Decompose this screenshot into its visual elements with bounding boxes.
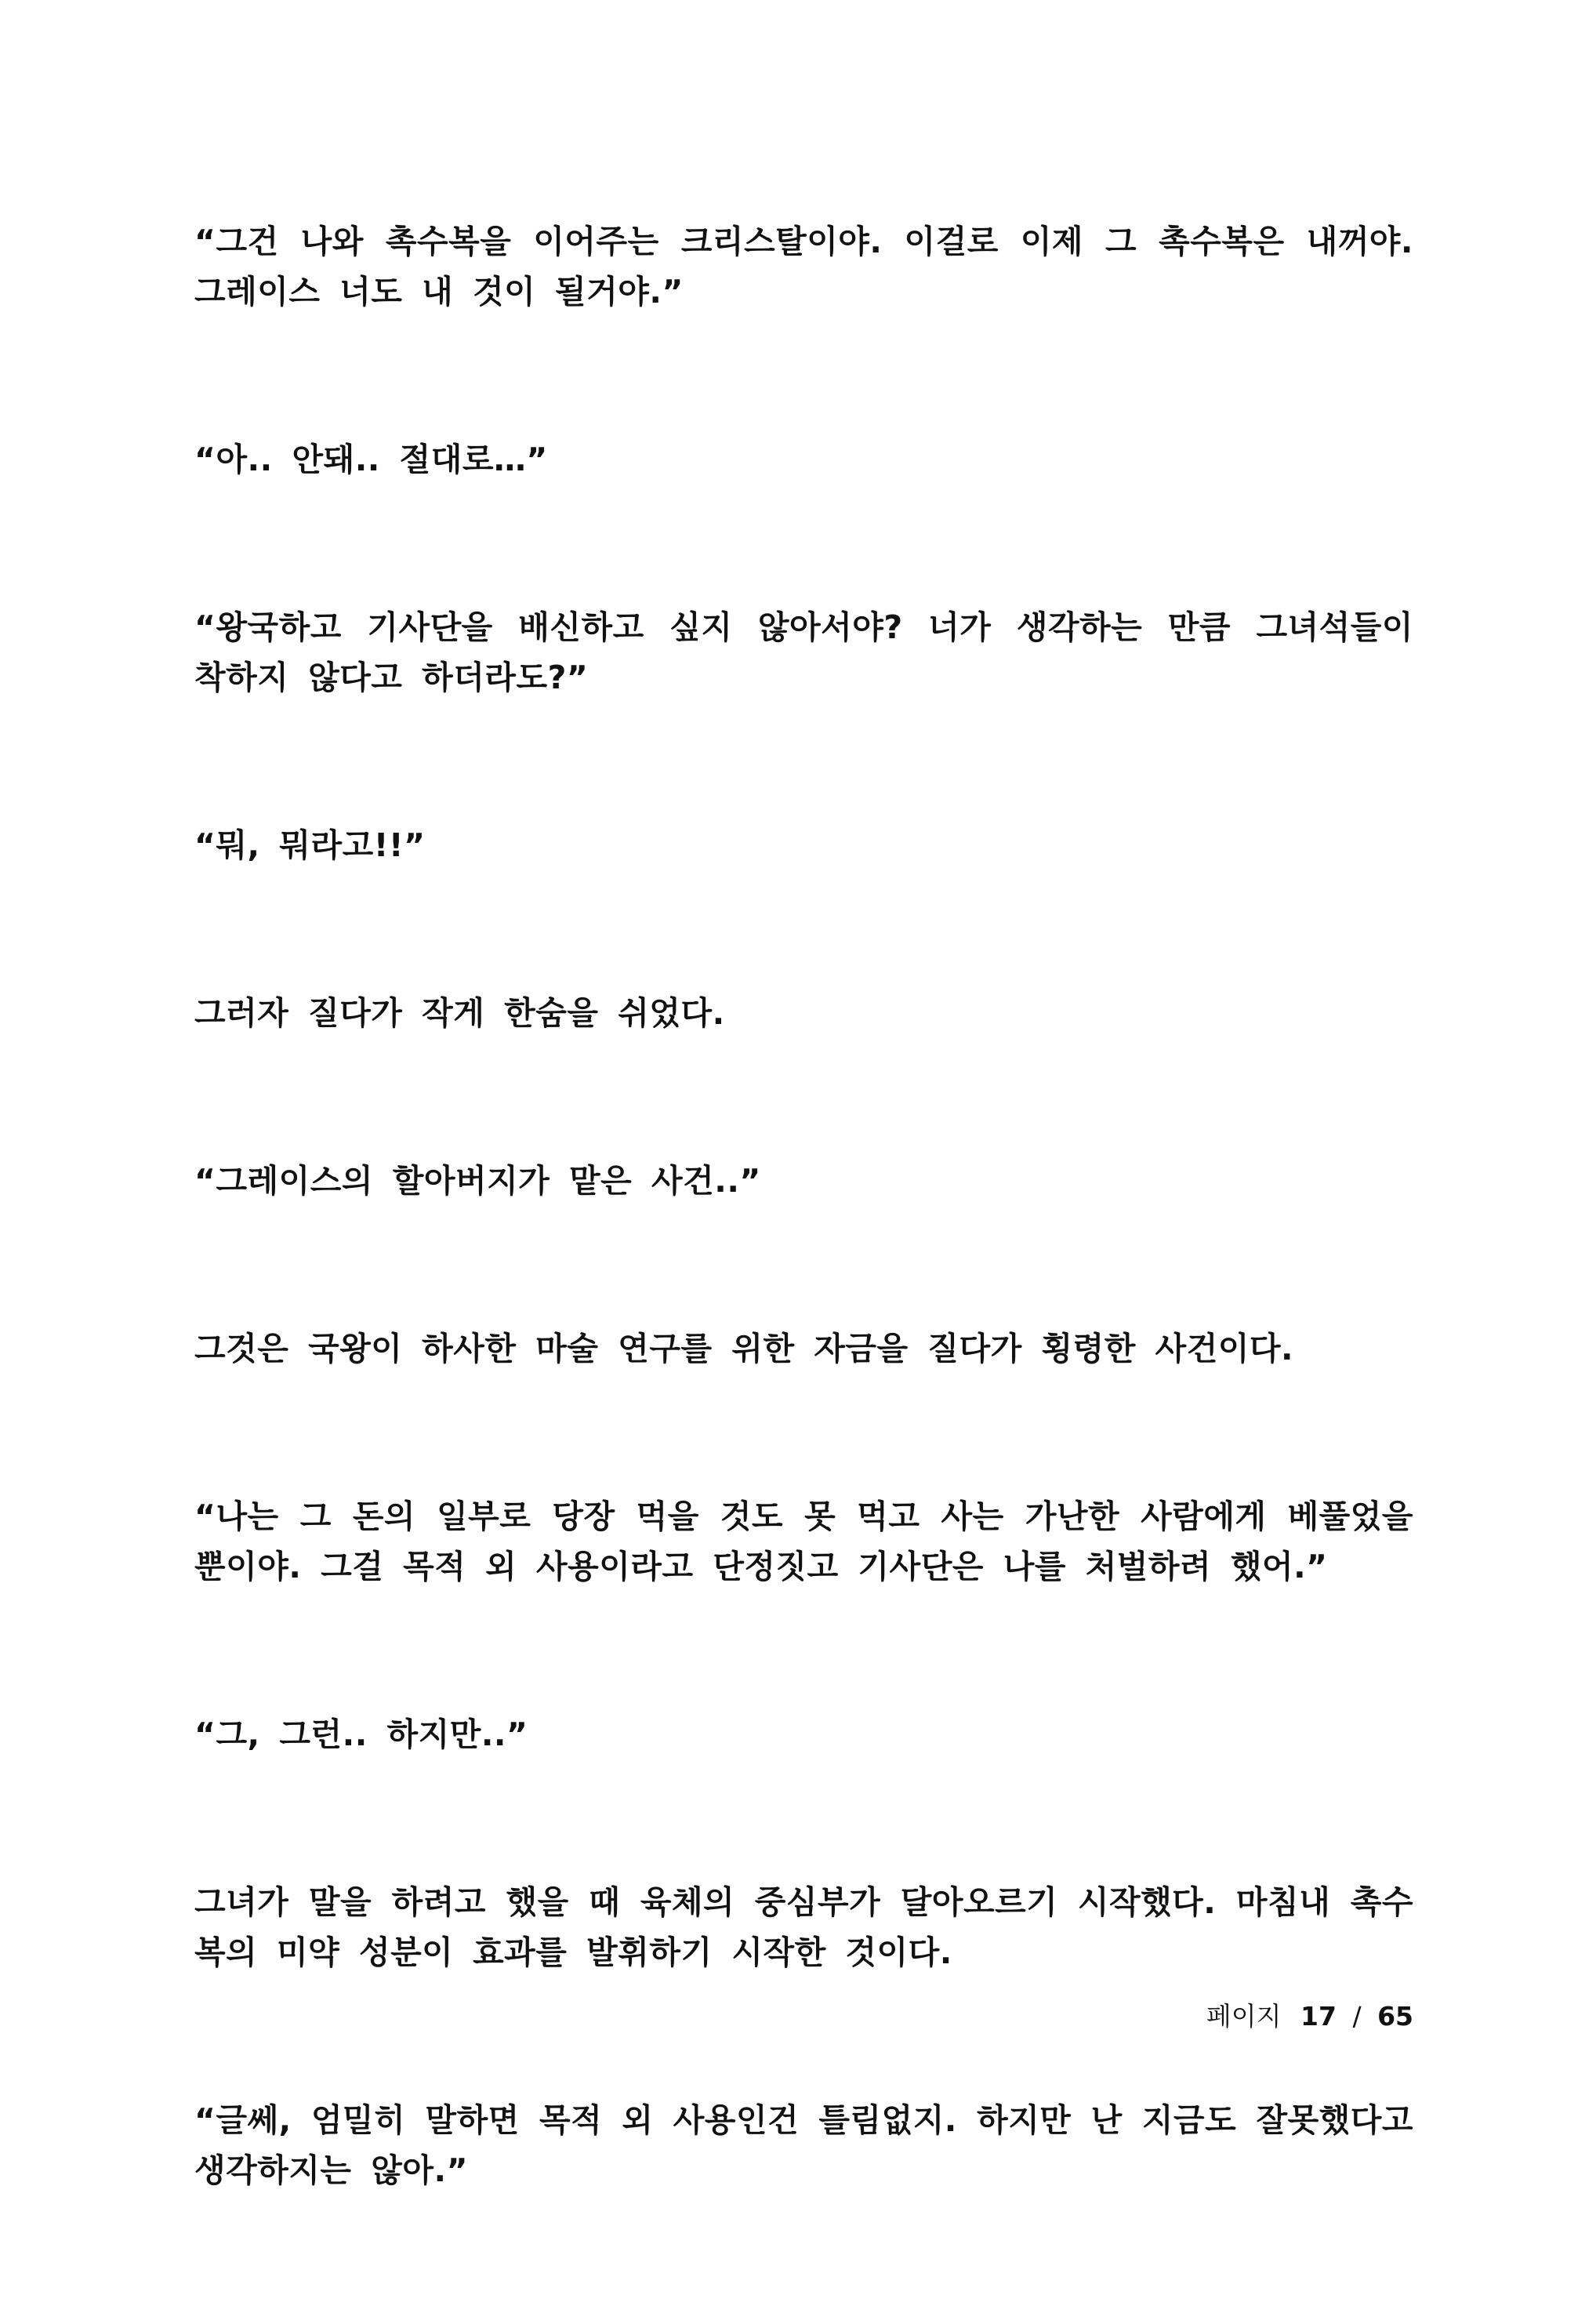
paragraph: “글쎄, 엄밀히 말하면 목적 외 사용인건 틀림없지. 하지만 난 지금도 잘못했다고 생각하지는 않아.” — [194, 2101, 1413, 2189]
paragraph: “그레이스의 할아버지가 맡은 사건..” — [194, 1162, 761, 1200]
paragraph: 그것은 국왕이 하사한 마술 연구를 위한 자금을 질다가 횡령한 사건이다. — [194, 1330, 1294, 1367]
page-separator: / — [1352, 2001, 1362, 2032]
paragraph: “그, 그런.. 하지만..” — [194, 1716, 528, 1753]
paragraph: 그녀가 말을 하려고 했을 때 육체의 중심부가 달아오르기 시작했다. 마침내 촉수복의 미약 성분이 효과를 발휘하기 시작한 것이다. — [194, 1883, 1413, 1971]
total-page-count: 65 — [1377, 2001, 1413, 2032]
paragraph: “왕국하고 기사단을 배신하고 싶지 않아서야? 너가 생각하는 만큼 그녀석들이 착하지 않다고 하더라도?” — [194, 608, 1413, 696]
paragraph: “그건 나와 촉수복을 이어주는 크리스탈이야. 이걸로 이제 그 촉수복은 내꺼야. 그레이스 너도 내 것이 될거야.” — [194, 223, 1413, 310]
page-label: 페이지 — [1206, 2001, 1282, 2032]
paragraph: “나는 그 돈의 일부로 당장 먹을 것도 못 먹고 사는 가난한 사람에게 베풀었을 뿐이야. 그걸 목적 외 사용이라고 단정짓고 기사단은 나를 처벌하려 했어.” — [194, 1498, 1413, 1585]
paragraph: “아.. 안돼.. 절대로…” — [194, 441, 548, 478]
paragraph: “뭐, 뭐라고!!” — [194, 826, 426, 864]
paragraph: 그러자 질다가 작게 한숨을 쉬었다. — [194, 994, 725, 1032]
current-page-number: 17 — [1300, 2001, 1337, 2032]
page-number-footer — [1206, 1999, 1413, 2034]
page-body — [194, 216, 1413, 2313]
